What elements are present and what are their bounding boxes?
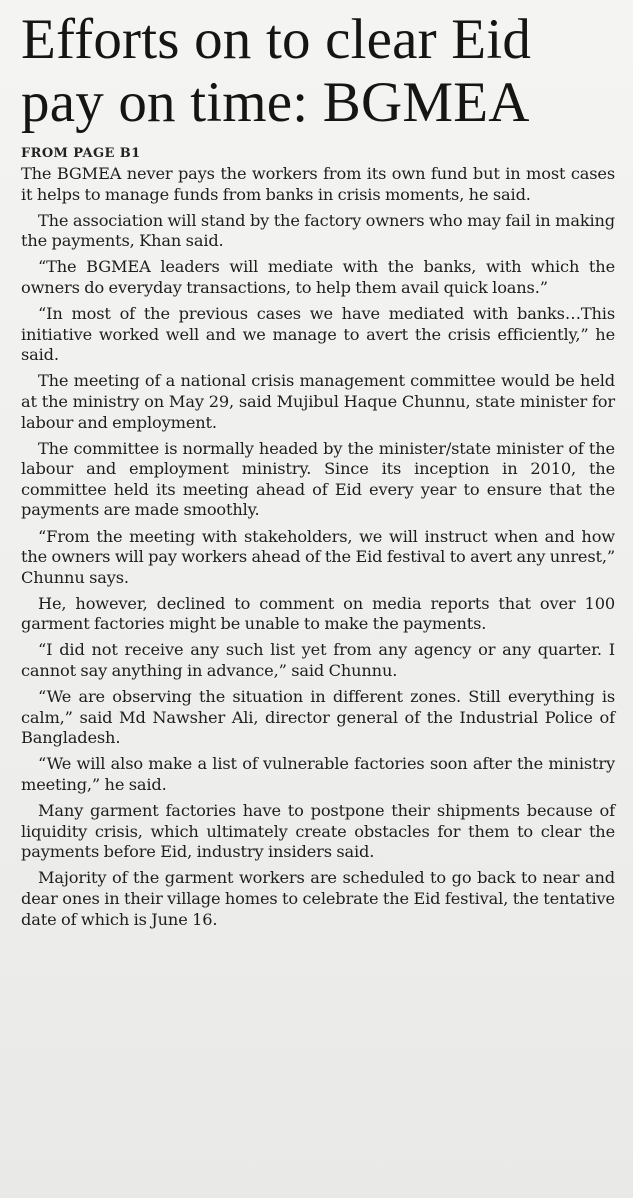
- paragraph-4: “In most of the previous cases we have mediated with banks…This initiative worked well and we manage to avert the crisis efficiently,” he said.: [21, 304, 615, 365]
- paragraph-2: The association will stand by the factory owners who may fail in making the payments, Khan said.: [21, 210, 615, 251]
- paragraph-7: “From the meeting with stakeholders, we will instruct when and how the owners will pay workers ahead of the Eid festival to avert any unrest,” Chunnu says.: [21, 526, 615, 587]
- article-body: [21, 164, 615, 930]
- paragraph-10: “We are observing the situation in different zones. Still everything is calm,” said Md Nawsher Ali, director general of the Industrial Police of Bangladesh.: [21, 687, 615, 748]
- headline-line-2: pay on time: BGMEA: [21, 71, 530, 134]
- headline-line-1: Efforts on to clear Eid: [21, 8, 532, 71]
- paragraph-6: The committee is normally headed by the minister/state minister of the labour and employment ministry. Since its inception in 2010, the committee held its meeting ahead of Eid every year to ensure that the payments are made smoothly.: [21, 438, 615, 520]
- paragraph-13: Majority of the garment workers are scheduled to go back to near and dear ones in their village homes to celebrate the Eid festival, the tentative date of which is June 16.: [21, 868, 615, 929]
- paragraph-3: “The BGMEA leaders will mediate with the banks, with which the owners do everyday transactions, to help them avail quick loans.”: [21, 257, 615, 297]
- paragraph-11: “We will also make a list of vulnerable factories soon after the ministry meeting,” he said.: [21, 754, 615, 795]
- dateline: FROM PAGE B1: [21, 146, 141, 161]
- paragraph-12: Many garment factories have to postpone their shipments because of liquidity crisis, which ultimately create obstacles for them to clear the payments before Eid, industry insiders said.: [21, 801, 615, 862]
- paragraph-1: The BGMEA never pays the workers from its own fund but in most cases it helps to manage funds from banks in crisis moments, he said.: [21, 164, 615, 204]
- headline: [21, 8, 615, 134]
- paragraph-5: The meeting of a national crisis management committee would be held at the ministry on May 29, said Mujibul Haque Chunnu, state minister for labour and employment.: [21, 371, 615, 432]
- paragraph-9: “I did not receive any such list yet from any agency or any quarter. I cannot say anything in advance,” said Chunnu.: [21, 640, 615, 681]
- paragraph-8: He, however, declined to comment on media reports that over 100 garment factories might be unable to make the payments.: [21, 593, 615, 634]
